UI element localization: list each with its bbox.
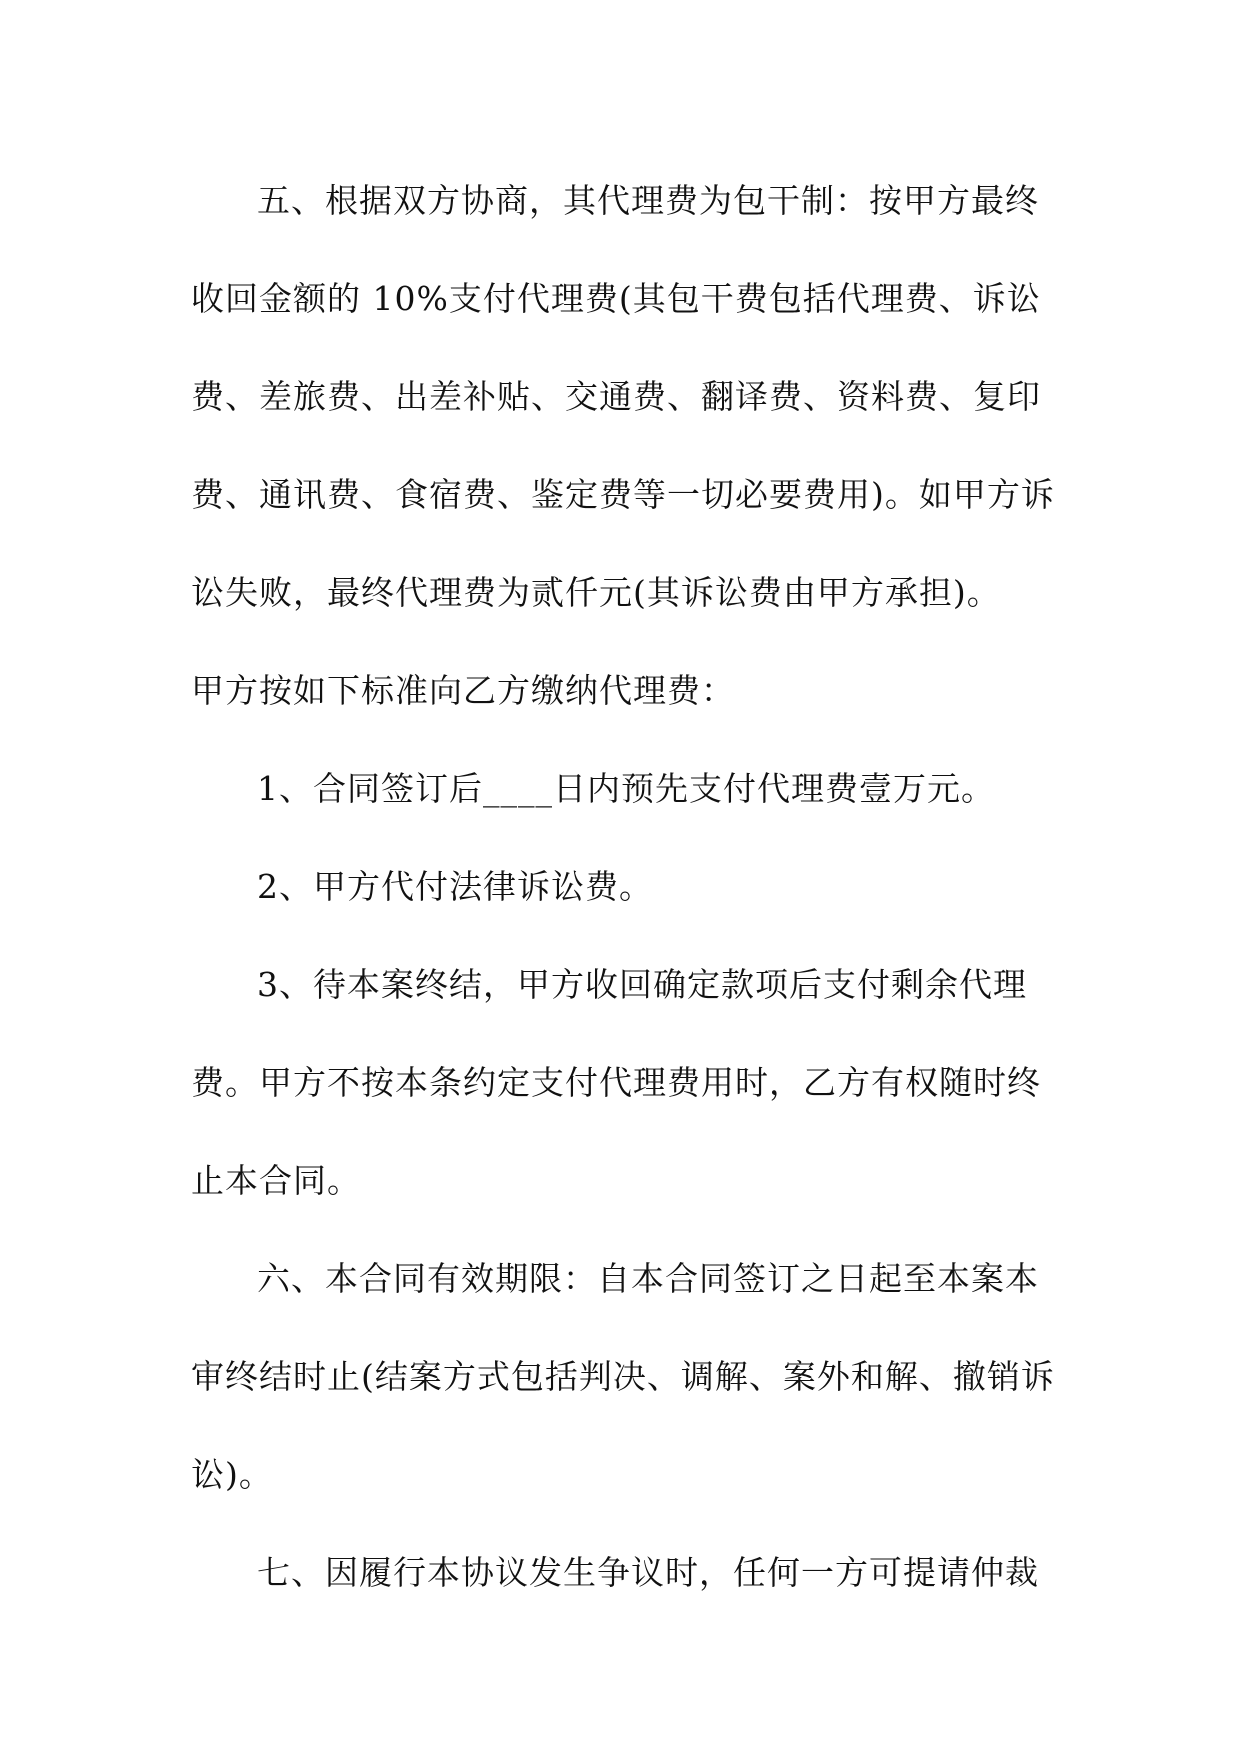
payment-item-3-line-3: 止本合同。 <box>191 1161 361 1200</box>
payment-standard-intro: 甲方按如下标准向乙方缴纳代理费： <box>191 671 735 710</box>
clause-5-line-3: 费、差旅费、出差补贴、交通费、翻译费、资料费、复印 <box>191 377 1041 416</box>
clause-6-line-3: 讼)。 <box>191 1455 273 1494</box>
payment-item-1: 1、合同签订后____日内预先支付代理费壹万元。 <box>257 769 995 808</box>
payment-item-3-line-2: 费。甲方不按本条约定支付代理费用时，乙方有权随时终 <box>191 1063 1041 1102</box>
clause-5-line-5: 讼失败，最终代理费为贰仟元(其诉讼费由甲方承担)。 <box>191 573 1001 612</box>
clause-7-line-1: 七、因履行本协议发生争议时，任何一方可提请仲裁 <box>257 1553 1039 1592</box>
clause-5-line-4: 费、通讯费、食宿费、鉴定费等一切必要费用)。如甲方诉 <box>191 475 1055 514</box>
clause-6-line-1: 六、本合同有效期限：自本合同签订之日起至本案本 <box>257 1259 1039 1298</box>
payment-item-2: 2、甲方代付法律诉讼费。 <box>257 867 653 906</box>
clause-5-line-1: 五、根据双方协商，其代理费为包干制：按甲方最终 <box>257 181 1039 220</box>
payment-item-3-line-1: 3、待本案终结，甲方收回确定款项后支付剩余代理 <box>257 965 1027 1004</box>
clause-5-line-2: 收回金额的 10%支付代理费(其包干费包括代理费、诉讼 <box>191 279 1041 318</box>
clause-6-line-2: 审终结时止(结案方式包括判决、调解、案外和解、撤销诉 <box>191 1357 1055 1396</box>
